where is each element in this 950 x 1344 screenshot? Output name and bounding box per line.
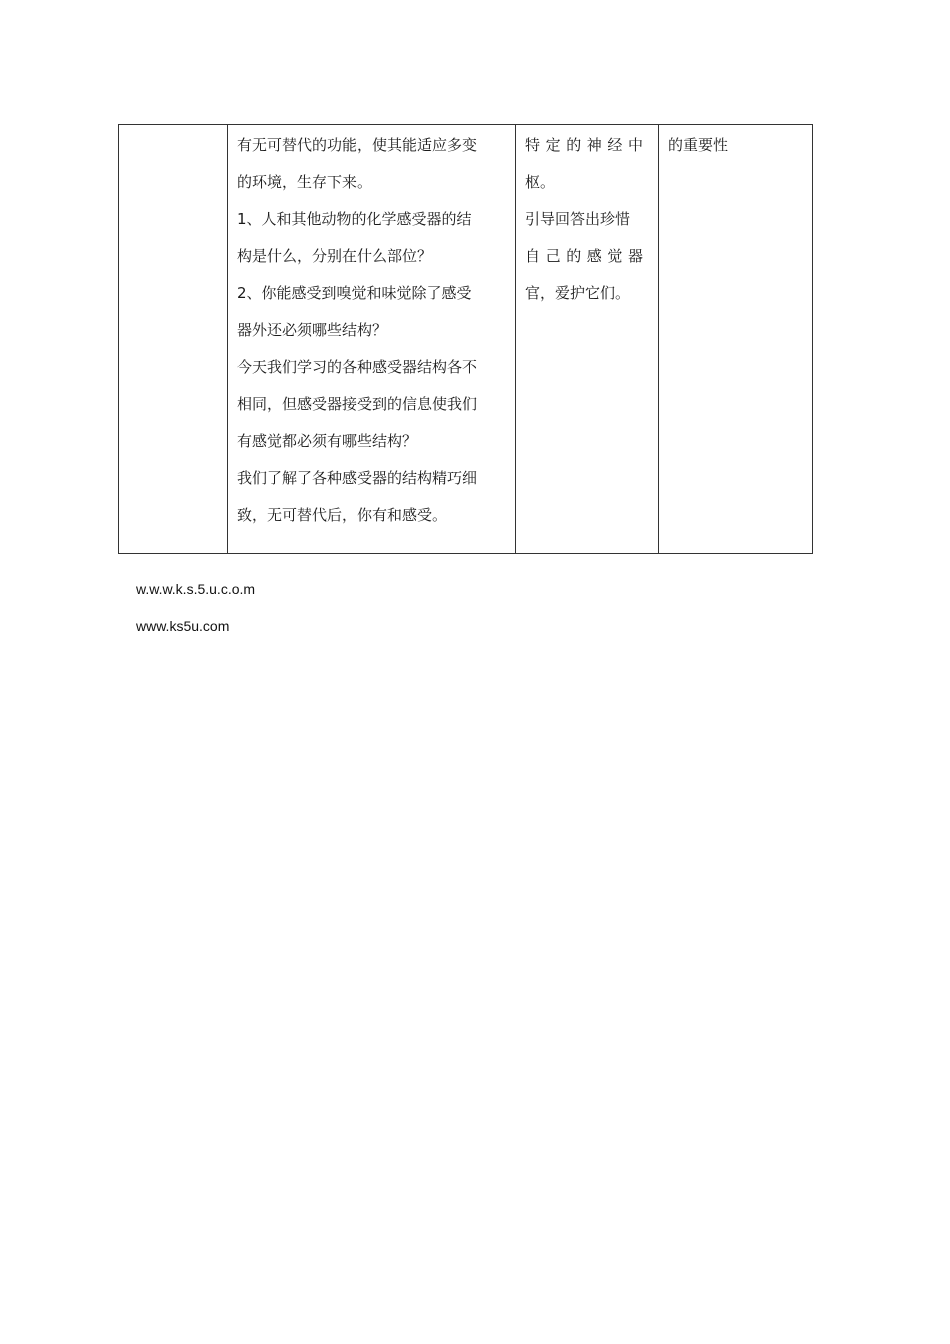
text-line: 有无可替代的功能，使其能适应多变 (237, 136, 478, 154)
table-row (119, 125, 813, 554)
text-line: 构是什么，分别在什么部位？ (237, 247, 433, 265)
text-line: 相同，但感受器接受到的信息使我们 (237, 395, 478, 413)
table-cell-empty (119, 125, 228, 554)
text-line: 自己的感觉器 (525, 247, 649, 265)
text-line: 枢。 (525, 173, 556, 191)
footer-site-text: www.ks5u.com (136, 618, 230, 634)
text-line: 有感觉都必须有哪些结构？ (237, 432, 418, 450)
table-cell-teacher-activity (228, 125, 516, 554)
text-line: 官，爱护它们。 (525, 284, 631, 302)
text-line: 引导回答出珍惜 (525, 210, 631, 228)
text-line: 2、你能感受到嗅觉和味觉除了感受 (237, 284, 472, 302)
text-line: 我们了解了各种感受器的结构精巧细 (237, 469, 478, 487)
footer-watermark-text: w.w.w.k.s.5.u.c.o.m (136, 581, 256, 597)
lesson-plan-table (118, 124, 813, 554)
text-line: 特定的神经中 (525, 136, 649, 154)
text-line: 的环境，生存下来。 (237, 173, 373, 191)
table-cell-design-intent (659, 125, 813, 554)
text-line: 器外还必须哪些结构？ (237, 321, 388, 339)
text-line: 今天我们学习的各种感受器结构各不 (237, 358, 478, 376)
table-cell-student-activity (516, 125, 659, 554)
text-line: 致，无可替代后，你有和感受。 (237, 506, 448, 524)
text-line: 的重要性 (668, 136, 729, 154)
text-line: 1、人和其他动物的化学感受器的结 (237, 210, 472, 228)
